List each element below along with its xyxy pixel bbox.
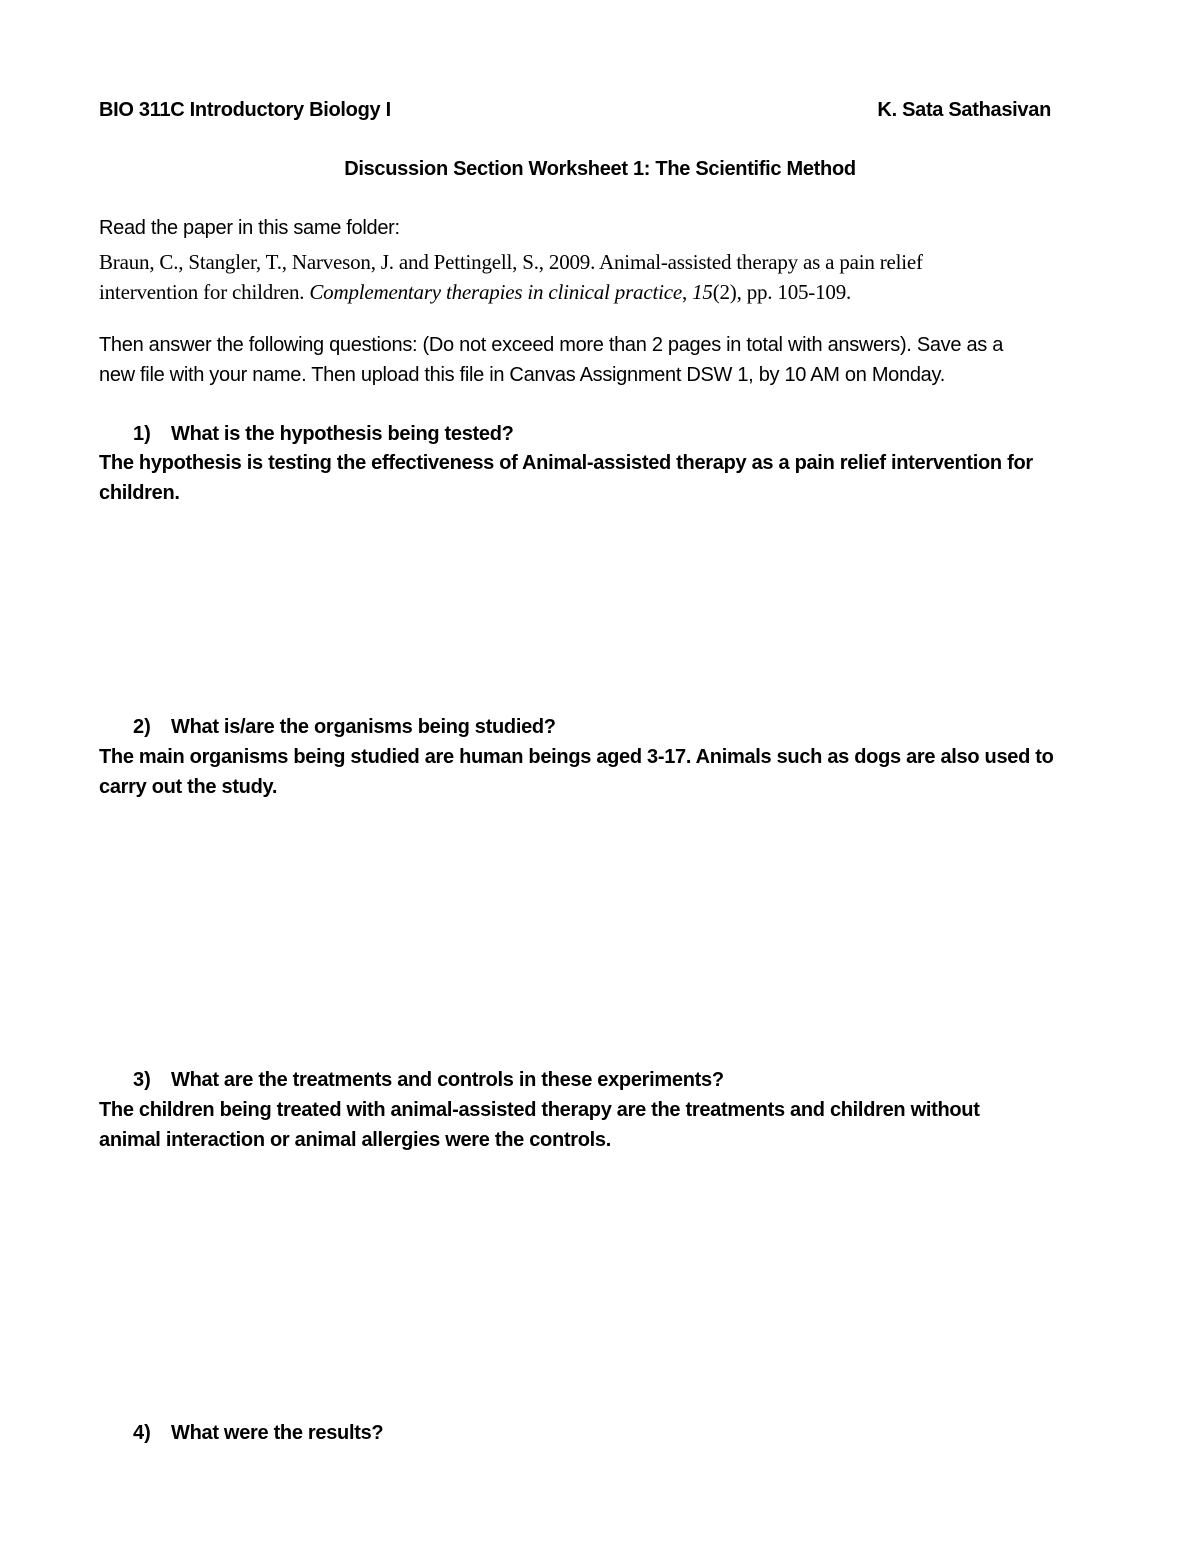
answer-2-line-2: carry out the study. xyxy=(99,776,278,798)
worksheet-title: Discussion Section Worksheet 1: The Scientific Method xyxy=(344,158,856,180)
question-2-number: 2) xyxy=(133,716,151,738)
citation-line-2 xyxy=(99,279,851,305)
course-name: BIO 311C Introductory Biology I xyxy=(99,99,391,121)
instructions-line-1: Then answer the following questions: (Do not exceed more than 2 pages in total with answers). Save as a xyxy=(99,334,1004,356)
question-1-number: 1) xyxy=(133,423,151,445)
answer-3-line-1: The children being treated with animal-assisted therapy are the treatments and children without xyxy=(99,1099,980,1121)
citation-prefix: intervention for children. xyxy=(99,280,310,304)
question-1-text: What is the hypothesis being tested? xyxy=(171,423,514,445)
citation-journal: Complementary therapies in clinical practice xyxy=(309,280,682,304)
citation-line-1: Braun, C., Stangler, T., Narveson, J. and Pettingell, S., 2009. Animal-assisted therapy as a pain relief xyxy=(99,250,923,274)
answer-1-line-2: children. xyxy=(99,482,180,504)
answer-2-line-1: The main organisms being studied are human beings aged 3-17. Animals such as dogs are also used to xyxy=(99,746,1054,768)
question-2-text: What is/are the organisms being studied? xyxy=(171,716,556,738)
instructor-name: K. Sata Sathasivan xyxy=(877,99,1051,121)
read-instruction: Read the paper in this same folder: xyxy=(99,217,400,239)
citation-volume: 15 xyxy=(692,280,713,304)
citation-separator: , xyxy=(682,280,693,304)
answer-3-line-2: animal interaction or animal allergies were the controls. xyxy=(99,1129,611,1151)
answer-1-line-1: The hypothesis is testing the effectiveness of Animal-assisted therapy as a pain relief intervention for xyxy=(99,452,1033,474)
question-3-number: 3) xyxy=(133,1069,151,1091)
question-4-number: 4) xyxy=(133,1422,151,1444)
question-4-text: What were the results? xyxy=(171,1422,384,1444)
citation-rest: (2), pp. 105-109. xyxy=(712,280,852,304)
instructions-line-2: new file with your name. Then upload this file in Canvas Assignment DSW 1, by 10 AM on Monday. xyxy=(99,364,945,386)
question-3-text: What are the treatments and controls in these experiments? xyxy=(171,1069,724,1091)
